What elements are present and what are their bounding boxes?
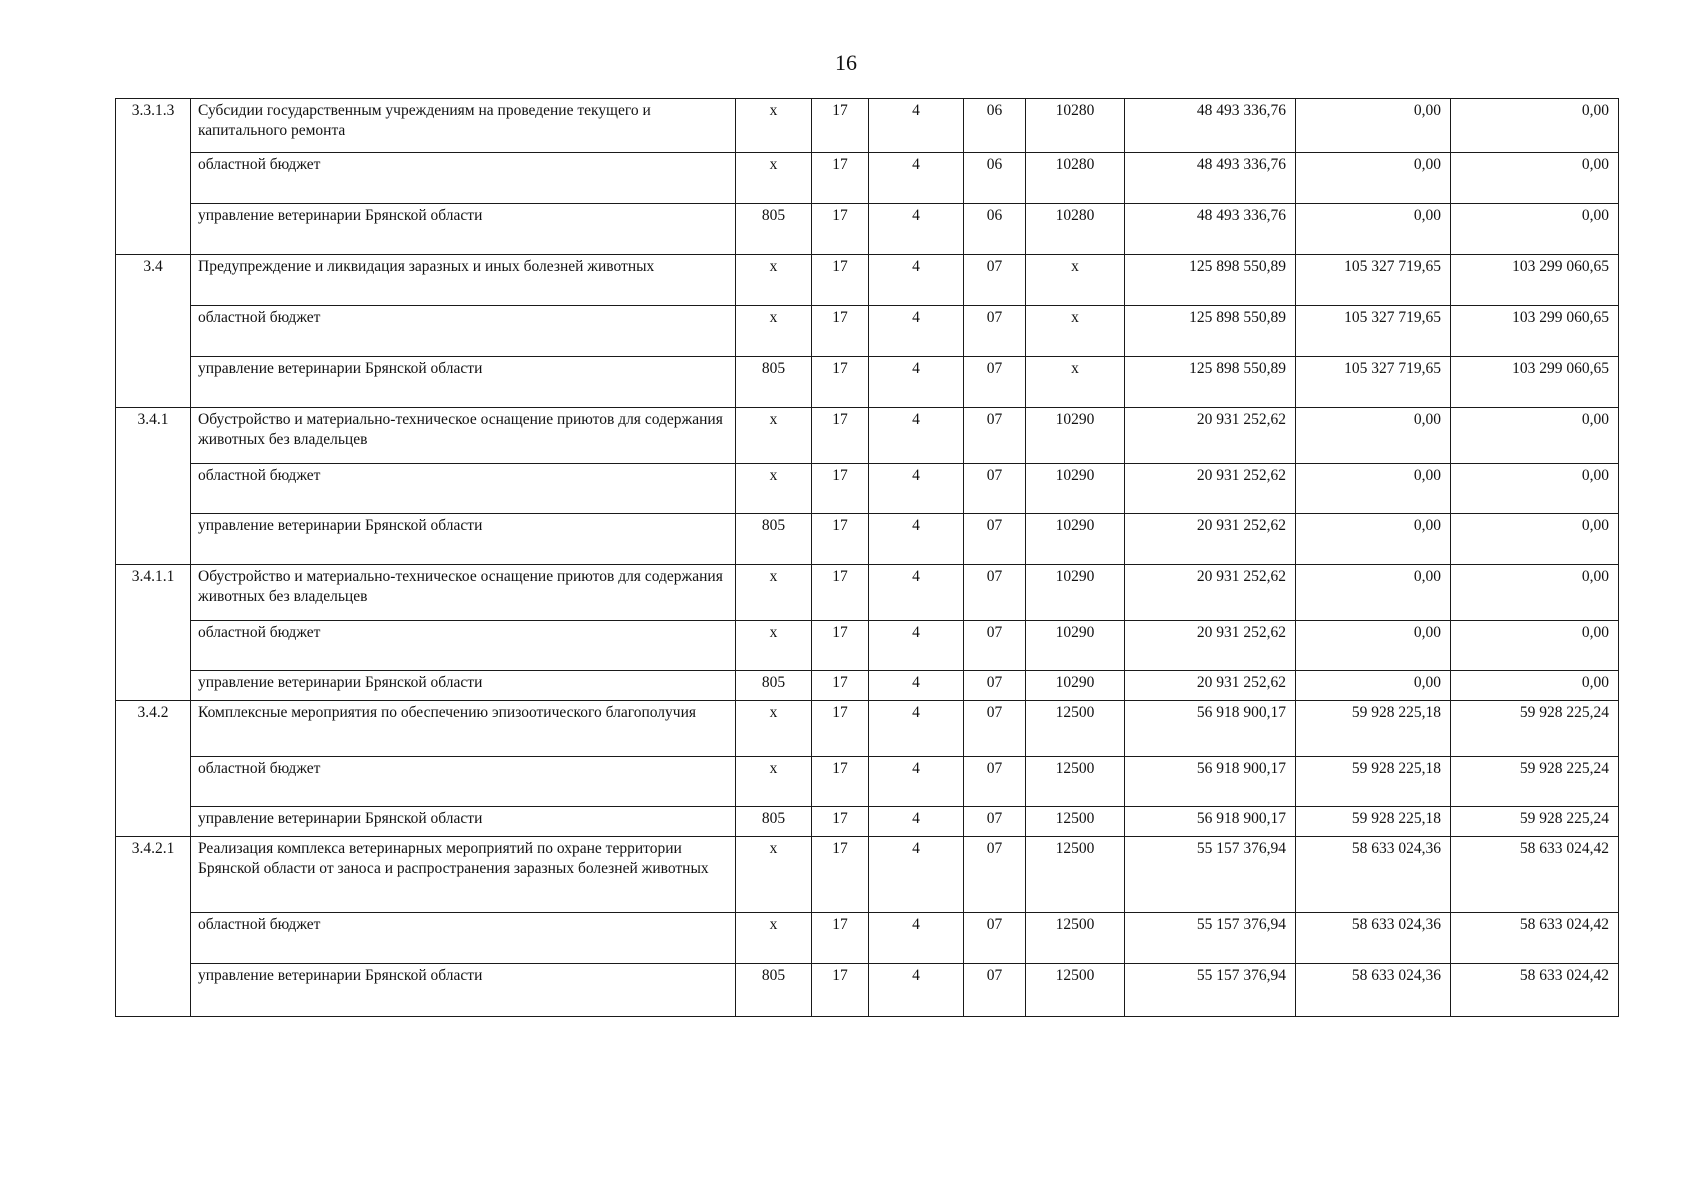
direction-code: 12500 — [1026, 913, 1125, 964]
section-code: 3.4.1 — [116, 408, 191, 565]
subprogram-code: 4 — [869, 408, 964, 464]
amount-year-1: 55 157 376,94 — [1125, 964, 1296, 1017]
amount-year-3: 0,00 — [1451, 204, 1619, 255]
amount-year-1: 48 493 336,76 — [1125, 153, 1296, 204]
amount-year-1: 56 918 900,17 — [1125, 757, 1296, 807]
table-row — [116, 565, 1619, 621]
subprogram-code: 4 — [869, 565, 964, 621]
program-code: 17 — [812, 204, 869, 255]
program-code: 17 — [812, 807, 869, 837]
row-name: областной бюджет — [191, 464, 736, 514]
amount-year-2: 0,00 — [1296, 565, 1451, 621]
amount-year-3: 59 928 225,24 — [1451, 757, 1619, 807]
table-row — [116, 357, 1619, 408]
row-name: управление ветеринарии Брянской области — [191, 514, 736, 565]
amount-year-3: 0,00 — [1451, 671, 1619, 701]
program-code: 17 — [812, 99, 869, 153]
grbs-code: 805 — [736, 204, 812, 255]
row-name: управление ветеринарии Брянской области — [191, 807, 736, 837]
table-row — [116, 153, 1619, 204]
direction-code: 10280 — [1026, 99, 1125, 153]
event-code: 07 — [964, 514, 1026, 565]
amount-year-3: 0,00 — [1451, 99, 1619, 153]
amount-year-1: 125 898 550,89 — [1125, 255, 1296, 306]
table-row — [116, 204, 1619, 255]
grbs-code: х — [736, 99, 812, 153]
amount-year-2: 105 327 719,65 — [1296, 357, 1451, 408]
program-code: 17 — [812, 837, 869, 913]
event-code: 07 — [964, 357, 1026, 408]
program-code: 17 — [812, 565, 869, 621]
section-code: 3.4.1.1 — [116, 565, 191, 701]
program-code: 17 — [812, 514, 869, 565]
program-code: 17 — [812, 964, 869, 1017]
subprogram-code: 4 — [869, 701, 964, 757]
event-code: 07 — [964, 757, 1026, 807]
grbs-code: х — [736, 913, 812, 964]
amount-year-3: 0,00 — [1451, 464, 1619, 514]
amount-year-3: 103 299 060,65 — [1451, 255, 1619, 306]
program-code: 17 — [812, 357, 869, 408]
amount-year-2: 0,00 — [1296, 514, 1451, 565]
amount-year-1: 125 898 550,89 — [1125, 357, 1296, 408]
subprogram-code: 4 — [869, 255, 964, 306]
program-code: 17 — [812, 621, 869, 671]
grbs-code: х — [736, 757, 812, 807]
grbs-code: х — [736, 464, 812, 514]
direction-code: 10280 — [1026, 204, 1125, 255]
row-name: Реализация комплекса ветеринарных мероприятий по охране территории Брянской области от заноса и распространения заразных болезней животных — [191, 837, 736, 913]
program-code: 17 — [812, 671, 869, 701]
grbs-code: х — [736, 565, 812, 621]
amount-year-3: 103 299 060,65 — [1451, 357, 1619, 408]
row-name: Комплексные мероприятия по обеспечению эпизоотического благополучия — [191, 701, 736, 757]
amount-year-3: 59 928 225,24 — [1451, 701, 1619, 757]
grbs-code: 805 — [736, 357, 812, 408]
event-code: 07 — [964, 255, 1026, 306]
amount-year-1: 56 918 900,17 — [1125, 701, 1296, 757]
direction-code: 10290 — [1026, 464, 1125, 514]
amount-year-2: 0,00 — [1296, 671, 1451, 701]
event-code: 07 — [964, 964, 1026, 1017]
amount-year-2: 0,00 — [1296, 408, 1451, 464]
grbs-code: х — [736, 621, 812, 671]
direction-code: х — [1026, 255, 1125, 306]
event-code: 06 — [964, 153, 1026, 204]
grbs-code: х — [736, 255, 812, 306]
amount-year-2: 0,00 — [1296, 99, 1451, 153]
event-code: 07 — [964, 464, 1026, 514]
amount-year-1: 56 918 900,17 — [1125, 807, 1296, 837]
subprogram-code: 4 — [869, 464, 964, 514]
amount-year-2: 105 327 719,65 — [1296, 255, 1451, 306]
grbs-code: 805 — [736, 807, 812, 837]
direction-code: 12500 — [1026, 701, 1125, 757]
table-row — [116, 701, 1619, 757]
row-name: управление ветеринарии Брянской области — [191, 671, 736, 701]
table-row — [116, 807, 1619, 837]
program-code: 17 — [812, 913, 869, 964]
subprogram-code: 4 — [869, 514, 964, 565]
amount-year-3: 58 633 024,42 — [1451, 837, 1619, 913]
section-code: 3.4.2 — [116, 701, 191, 837]
event-code: 07 — [964, 837, 1026, 913]
table-row — [116, 837, 1619, 913]
subprogram-code: 4 — [869, 204, 964, 255]
amount-year-2: 0,00 — [1296, 153, 1451, 204]
section-code: 3.3.1.3 — [116, 99, 191, 255]
direction-code: х — [1026, 306, 1125, 357]
grbs-code: х — [736, 306, 812, 357]
amount-year-2: 58 633 024,36 — [1296, 964, 1451, 1017]
amount-year-1: 125 898 550,89 — [1125, 306, 1296, 357]
amount-year-3: 0,00 — [1451, 153, 1619, 204]
amount-year-2: 59 928 225,18 — [1296, 807, 1451, 837]
row-name: областной бюджет — [191, 306, 736, 357]
amount-year-1: 20 931 252,62 — [1125, 565, 1296, 621]
amount-year-2: 58 633 024,36 — [1296, 837, 1451, 913]
event-code: 07 — [964, 701, 1026, 757]
event-code: 07 — [964, 306, 1026, 357]
amount-year-3: 0,00 — [1451, 621, 1619, 671]
table-row — [116, 964, 1619, 1017]
row-name: управление ветеринарии Брянской области — [191, 964, 736, 1017]
subprogram-code: 4 — [869, 757, 964, 807]
amount-year-1: 55 157 376,94 — [1125, 913, 1296, 964]
amount-year-1: 20 931 252,62 — [1125, 408, 1296, 464]
page-number: 16 — [835, 50, 857, 75]
grbs-code: 805 — [736, 514, 812, 565]
event-code: 06 — [964, 204, 1026, 255]
direction-code: 10290 — [1026, 671, 1125, 701]
amount-year-1: 48 493 336,76 — [1125, 204, 1296, 255]
amount-year-3: 103 299 060,65 — [1451, 306, 1619, 357]
row-name: Предупреждение и ликвидация заразных и иных болезней животных — [191, 255, 736, 306]
program-code: 17 — [812, 255, 869, 306]
row-name: областной бюджет — [191, 913, 736, 964]
amount-year-3: 59 928 225,24 — [1451, 807, 1619, 837]
amount-year-3: 0,00 — [1451, 408, 1619, 464]
subprogram-code: 4 — [869, 153, 964, 204]
direction-code: 12500 — [1026, 807, 1125, 837]
table-row — [116, 757, 1619, 807]
grbs-code: х — [736, 837, 812, 913]
program-code: 17 — [812, 701, 869, 757]
row-name: областной бюджет — [191, 621, 736, 671]
subprogram-code: 4 — [869, 621, 964, 671]
table-row — [116, 408, 1619, 464]
amount-year-3: 0,00 — [1451, 514, 1619, 565]
direction-code: х — [1026, 357, 1125, 408]
grbs-code: х — [736, 153, 812, 204]
amount-year-2: 59 928 225,18 — [1296, 757, 1451, 807]
subprogram-code: 4 — [869, 306, 964, 357]
subprogram-code: 4 — [869, 913, 964, 964]
row-name: управление ветеринарии Брянской области — [191, 357, 736, 408]
event-code: 07 — [964, 621, 1026, 671]
program-code: 17 — [812, 408, 869, 464]
direction-code: 10280 — [1026, 153, 1125, 204]
amount-year-2: 0,00 — [1296, 464, 1451, 514]
row-name: областной бюджет — [191, 153, 736, 204]
grbs-code: х — [736, 701, 812, 757]
amount-year-1: 20 931 252,62 — [1125, 464, 1296, 514]
section-code: 3.4 — [116, 255, 191, 408]
table-row — [116, 514, 1619, 565]
subprogram-code: 4 — [869, 837, 964, 913]
event-code: 07 — [964, 913, 1026, 964]
direction-code: 10290 — [1026, 565, 1125, 621]
amount-year-3: 58 633 024,42 — [1451, 964, 1619, 1017]
amount-year-2: 58 633 024,36 — [1296, 913, 1451, 964]
event-code: 07 — [964, 671, 1026, 701]
direction-code: 10290 — [1026, 621, 1125, 671]
amount-year-1: 20 931 252,62 — [1125, 514, 1296, 565]
table-row — [116, 306, 1619, 357]
subprogram-code: 4 — [869, 357, 964, 408]
direction-code: 12500 — [1026, 837, 1125, 913]
section-code: 3.4.2.1 — [116, 837, 191, 1017]
table-row — [116, 464, 1619, 514]
direction-code: 12500 — [1026, 964, 1125, 1017]
amount-year-3: 58 633 024,42 — [1451, 913, 1619, 964]
budget-table — [115, 98, 1619, 1017]
amount-year-1: 55 157 376,94 — [1125, 837, 1296, 913]
amount-year-1: 20 931 252,62 — [1125, 671, 1296, 701]
table-row — [116, 621, 1619, 671]
event-code: 07 — [964, 565, 1026, 621]
amount-year-2: 59 928 225,18 — [1296, 701, 1451, 757]
grbs-code: х — [736, 408, 812, 464]
grbs-code: 805 — [736, 964, 812, 1017]
event-code: 07 — [964, 408, 1026, 464]
row-name: Обустройство и материально-техническое оснащение приютов для содержания животных без владельцев — [191, 565, 736, 621]
table-row — [116, 99, 1619, 153]
table-row — [116, 671, 1619, 701]
amount-year-1: 48 493 336,76 — [1125, 99, 1296, 153]
subprogram-code: 4 — [869, 807, 964, 837]
amount-year-2: 0,00 — [1296, 204, 1451, 255]
event-code: 07 — [964, 807, 1026, 837]
row-name: областной бюджет — [191, 757, 736, 807]
row-name: управление ветеринарии Брянской области — [191, 204, 736, 255]
event-code: 06 — [964, 99, 1026, 153]
amount-year-2: 105 327 719,65 — [1296, 306, 1451, 357]
direction-code: 10290 — [1026, 514, 1125, 565]
program-code: 17 — [812, 306, 869, 357]
program-code: 17 — [812, 153, 869, 204]
amount-year-2: 0,00 — [1296, 621, 1451, 671]
grbs-code: 805 — [736, 671, 812, 701]
row-name: Обустройство и материально-техническое оснащение приютов для содержания животных без владельцев — [191, 408, 736, 464]
subprogram-code: 4 — [869, 964, 964, 1017]
row-name: Субсидии государственным учреждениям на проведение текущего и капитального ремонта — [191, 99, 736, 153]
amount-year-1: 20 931 252,62 — [1125, 621, 1296, 671]
program-code: 17 — [812, 464, 869, 514]
table-row — [116, 255, 1619, 306]
subprogram-code: 4 — [869, 99, 964, 153]
program-code: 17 — [812, 757, 869, 807]
direction-code: 12500 — [1026, 757, 1125, 807]
subprogram-code: 4 — [869, 671, 964, 701]
direction-code: 10290 — [1026, 408, 1125, 464]
table-row — [116, 913, 1619, 964]
amount-year-3: 0,00 — [1451, 565, 1619, 621]
